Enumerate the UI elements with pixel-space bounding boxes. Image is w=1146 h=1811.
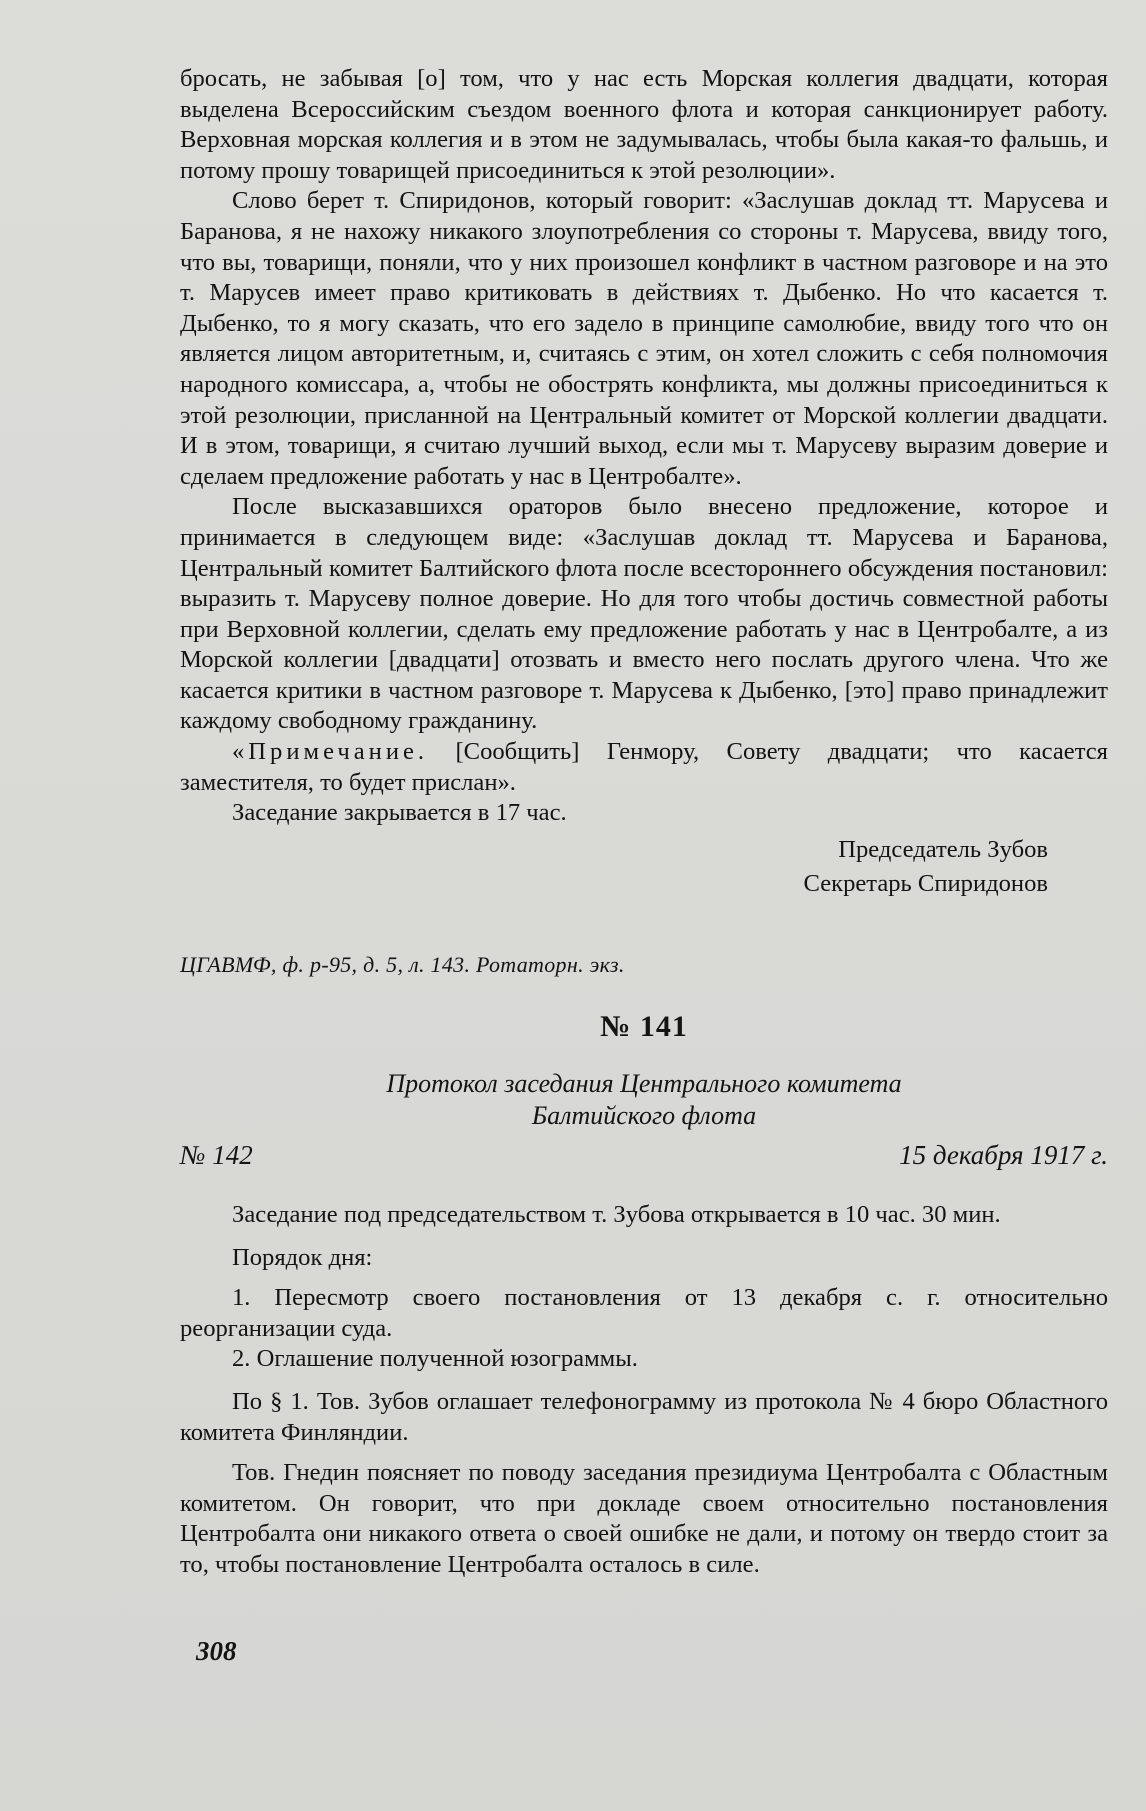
agenda-title: Порядок дня: [232, 1243, 373, 1271]
page-number: 308 [196, 1636, 237, 1666]
text-block-lower [180, 1200, 1108, 1581]
chairman-signature: Председатель Зубов [838, 835, 1048, 863]
protocol-date: 15 декабря 1917 г. [899, 1140, 1108, 1170]
paragraph: После высказавшихся ораторов было внесено предложение, которое и принимается в следующем виде: «Заслушав доклад тт. Марусева и Баранова, Центральный комитет Балтийского флота после всестороннего обсуждения постановил: выразить т. Марусеву полное доверие. Но для того чтобы достичь совместной работы при Верховной коллегии, сделать ему предложение работать у нас в Центробалте, а из Морской коллегии [двадцати] отозвать и вместо него послать другого члена. Что же касается критики в частном разговоре т. Марусева к Дыбенко, [это] право принадлежит каждому свободному гражданину. [180, 493, 1108, 735]
document-title-line: Протокол заседания Центрального комитета [386, 1069, 902, 1098]
paragraph: Тов. Гнедин поясняет по поводу заседания президиума Центробалта с Областным комитетом. Он говорит, что при докладе своем относительно постановления Центробалта они никакого ответа о своей ошибке не дали, и потому он твердо стоит за то, чтобы постановление Центробалта осталось в силе. [180, 1459, 1108, 1578]
document-title [180, 1068, 1108, 1132]
archive-source: ЦГАВМФ, ф. р-95, д. 5, л. 143. Ротаторн. экз. [180, 952, 625, 977]
agenda-item: 2. Оглашение полученной юзограммы. [232, 1345, 638, 1373]
note-text: [Сообщить] Генмору, Совету двадцати; что касается заместителя, то будет прислан». [180, 738, 1108, 796]
protocol-number: № 142 [180, 1140, 253, 1170]
text-block-upper [180, 64, 1108, 900]
secretary-signature: Секретарь Спиридонов [803, 870, 1048, 898]
paragraph: бросать, не забывая [о] том, что у нас есть Морская коллегия двадцати, которая выделена Всероссийским съездом военного флота и которая санкционирует работу. Верховная морская коллегия и в этом не задумывалась, чтобы была какая-то фальшь, и потому прошу товарищей присоединиться к этой резолюции». [180, 65, 1108, 184]
document-number: № 141 [600, 1010, 688, 1043]
closing-line: Заседание закрывается в 17 час. [232, 799, 567, 827]
document-title-line: Балтийского флота [531, 1101, 757, 1130]
protocol-header-row [180, 1140, 1108, 1171]
paragraph: Слово берет т. Спиридонов, который говорит: «Заслушав доклад тт. Марусева и Баранова, я не нахожу никакого злоупотребления со стороны т. Марусева, ввиду того, что вы, товарищи, поняли, что у них произошел конфликт в частном разговоре и на это т. Марусев имеет право критиковать в действиях т. Дыбенко. Но что касается т. Дыбенко, то я могу сказать, что его задело в принципе самолюбие, ввиду того что он является лицом авторитетным, и, считаясь с этим, он хотел сложить с себя полномочия народного комиссара, а, чтобы не обострять конфликта, мы должны присоединиться к этой резолюции, присланной на Центральный комитет от Морской коллегии двадцати. И в этом, товарищи, я считаю лучший выход, если мы т. Марусеву выразим доверие и сделаем предложение работать у нас в Центробалте». [180, 187, 1108, 490]
agenda-item: 1. Пересмотр своего постановления от 13 декабря с. г. относительно реорганизации суда. [180, 1284, 1108, 1342]
opening-paragraph: Заседание под председательством т. Зубова открывается в 10 час. 30 мин. [232, 1201, 1001, 1228]
paragraph: По § 1. Тов. Зубов оглашает телефонограмму из протокола № 4 бюро Областного комитета Финляндии. [180, 1387, 1108, 1446]
note-paragraph [180, 737, 1108, 798]
note-label: «Примечание. [232, 738, 429, 766]
